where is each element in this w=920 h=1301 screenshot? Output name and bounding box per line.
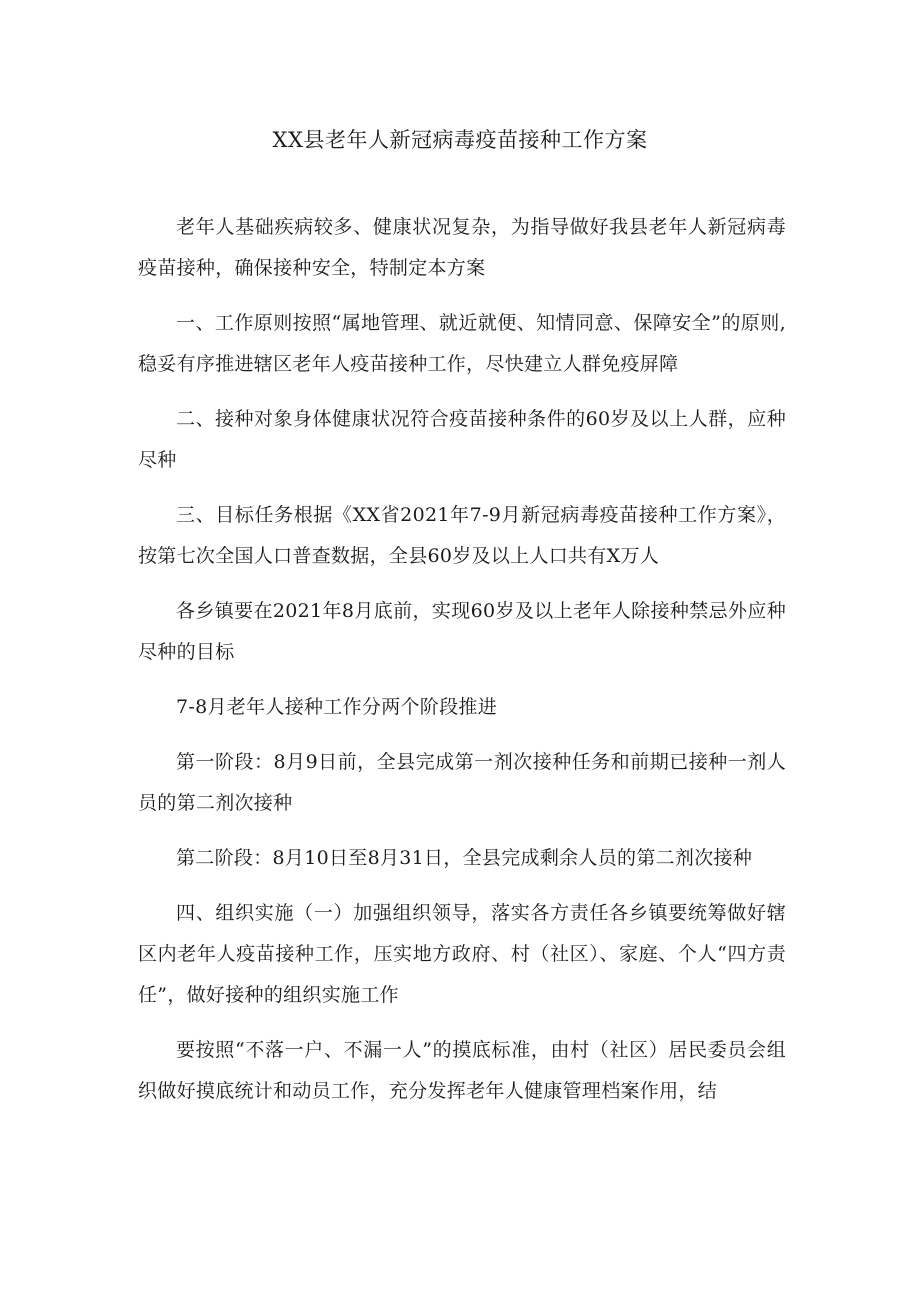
paragraph-phase-two: 第二阶段：8月10日至8月31日，全县完成剩余人员的第二剂次接种 <box>176 847 753 869</box>
paragraph-vaccination-target: 二、接种对象身体健康状况符合疫苗接种条件的60岁及以上人群，应种尽种 <box>138 408 786 471</box>
paragraph-survey: 要按照“不落一户、不漏一人”的摸底标准，由村（社区）居民委员会组织做好摸底统计和动员工作，充分发挥老年人健康管理档案作用，结 <box>138 1039 786 1102</box>
paragraph-goal-task: 三、目标任务根据《XX省2021年7-9月新冠病毒疫苗接种工作方案》，按第七次全国人口普查数据，全县60岁及以上人口共有X万人 <box>138 504 786 567</box>
document-title: XX县老年人新冠病毒疫苗接种工作方案 <box>272 128 648 152</box>
document-body <box>138 207 786 1126</box>
paragraph-intro: 老年人基础疾病较多、健康状况复杂，为指导做好我县老年人新冠病毒疫苗接种，确保接种安全，特制定本方案 <box>138 216 786 279</box>
paragraph-work-principle: 一、工作原则按照“属地管理、就近就便、知情同意、保障安全”的原则,稳妥有序推进辖区老年人疫苗接种工作，尽快建立人群免疫屏障 <box>138 312 786 375</box>
paragraph-phase-one: 第一阶段：8月9日前，全县完成第一剂次接种任务和前期已接种一剂人员的第二剂次接种 <box>138 751 786 814</box>
paragraph-organization: 四、组织实施（一）加强组织领导，落实各方责任各乡镇要统筹做好辖区内老年人疫苗接种工作，压实地方政府、村（社区）、家庭、个人“四方责任”，做好接种的组织实施工作 <box>138 902 786 1006</box>
paragraph-phases-intro: 7-8月老年人接种工作分两个阶段推进 <box>176 696 497 718</box>
paragraph-deadline: 各乡镇要在2021年8月底前，实现60岁及以上老年人除接种禁忌外应种尽种的目标 <box>138 600 786 663</box>
